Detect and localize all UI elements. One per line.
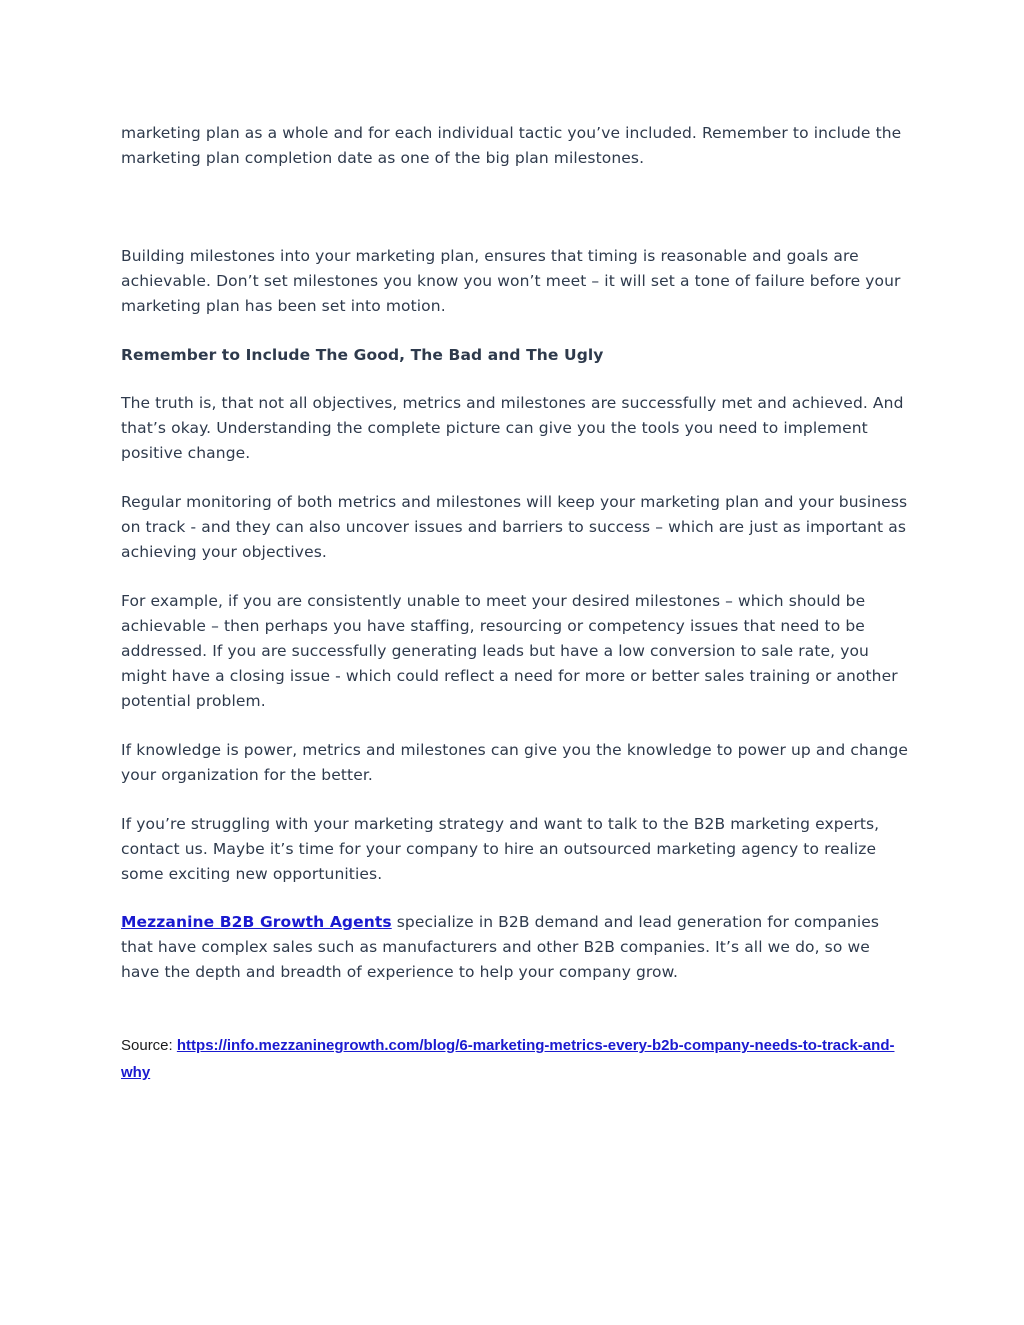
source-label: Source: — [121, 1037, 177, 1054]
mezzanine-description: specialize in B2B demand and lead generation for companies that have complex sales such as manufacturers and other B2B companies. It’s all we do, so we have the depth and breadth of experience to help your company grow. — [121, 913, 880, 981]
paragraph-truth: The truth is, that not all objectives, metrics and milestones are successfully met and achieved. And that’s okay. Understanding the complete picture can give you the tools you need to implement positive change. — [121, 394, 904, 462]
paragraph-example: For example, if you are consistently unable to meet your desired milestones – which should be achievable – then perhaps you have staffing, resourcing or competency issues that need to be addressed. If you are successfully generating leads but have a low conversion to sale rate, you might have a closing issue - which could reflect a need for more or better sales training or another potential problem. — [121, 592, 898, 710]
source-url-link[interactable]: https://info.mezzaninegrowth.com/blog/6-marketing-metrics-every-b2b-company-needs-to-track-and-why — [121, 1037, 895, 1081]
paragraph-knowledge: If knowledge is power, metrics and milestones can give you the knowledge to power up and change your organization for the better. — [121, 741, 909, 784]
paragraph-mezzanine — [121, 910, 911, 985]
paragraph-monitoring: Regular monitoring of both metrics and milestones will keep your marketing plan and your business on track - and they can also uncover issues and barriers to success – which are just as important as achieving your objectives. — [121, 493, 908, 561]
paragraph-contact: If you’re struggling with your marketing strategy and want to talk to the B2B marketing experts, contact us. Maybe it’s time for your company to hire an outsourced marketing agency to realize some exciting new opportunities. — [121, 815, 880, 883]
section-heading: Remember to Include The Good, The Bad and The Ugly — [121, 346, 604, 364]
paragraph-milestones: Building milestones into your marketing plan, ensures that timing is reasonable and goals are achievable. Don’t set milestones you know you won’t meet – it will set a tone of failure before your marketing plan has been set into motion. — [121, 247, 901, 315]
paragraph-intro: marketing plan as a whole and for each individual tactic you’ve included. Remember to include the marketing plan completion date as one of the big plan milestones. — [121, 124, 902, 167]
mezzanine-link[interactable]: Mezzanine B2B Growth Agents — [121, 913, 392, 931]
source-citation — [121, 1032, 911, 1086]
